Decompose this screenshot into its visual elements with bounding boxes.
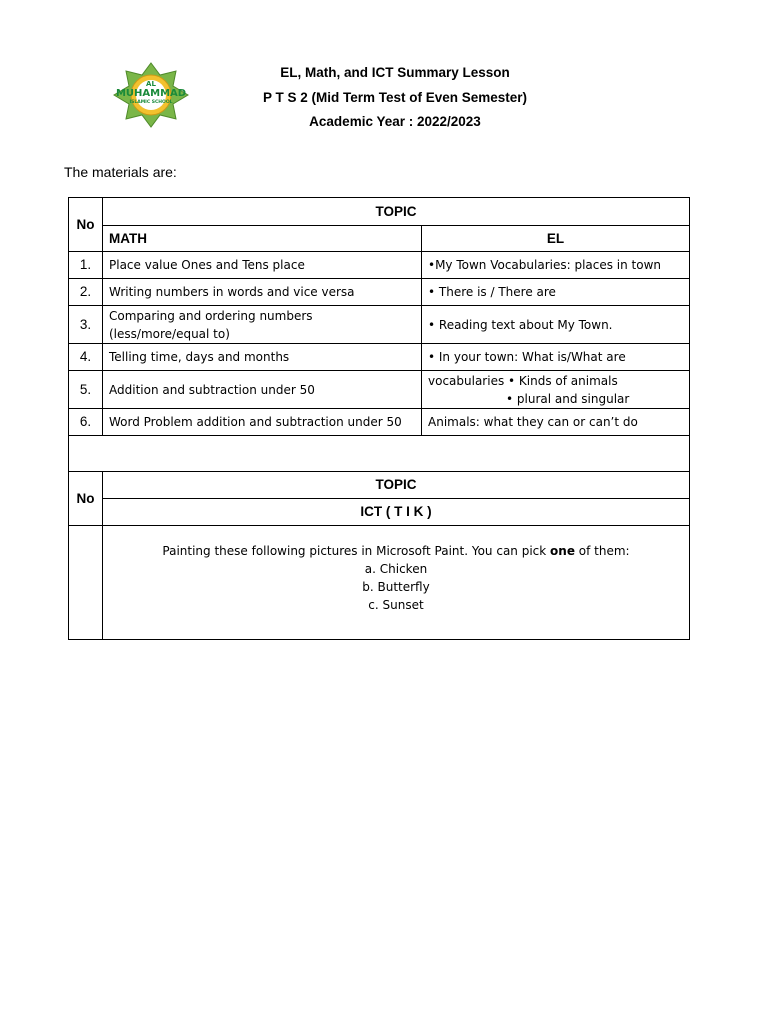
logo-text-main: MUHAMMAD xyxy=(115,88,187,99)
math-topic: Addition and subtraction under 50 xyxy=(103,371,422,409)
math-topic: Telling time, days and months xyxy=(103,344,422,371)
math-topic: Comparing and ordering numbers (less/more/equal to) xyxy=(103,306,422,344)
el-topic: • There is / There are xyxy=(422,279,690,306)
ict-header: ICT ( T I K ) xyxy=(103,499,690,526)
math-topic: Place value Ones and Tens place xyxy=(103,252,422,279)
ict-topics-table xyxy=(68,471,690,640)
math-el-topics-table xyxy=(68,197,690,472)
empty-cell xyxy=(69,436,690,472)
emphasis-one: one xyxy=(550,544,575,558)
option-item: c. Sunset xyxy=(368,598,424,612)
row-number: 2. xyxy=(69,279,103,306)
table-row xyxy=(69,306,690,344)
table-row xyxy=(69,252,690,279)
el-topic-line: vocabularies • Kinds of animals xyxy=(428,373,618,388)
no-header: No xyxy=(69,198,103,252)
el-topic: •My Town Vocabularies: places in town xyxy=(422,252,690,279)
el-topic: • In your town: What is/What are xyxy=(422,344,690,371)
el-topic: Animals: what they can or can’t do xyxy=(422,409,690,436)
math-topic: Writing numbers in words and vice versa xyxy=(103,279,422,306)
row-number xyxy=(69,526,103,640)
topic-header: TOPIC xyxy=(103,472,690,499)
ict-instructions xyxy=(103,526,690,640)
el-topic xyxy=(422,371,690,409)
row-number: 6. xyxy=(69,409,103,436)
no-header: No xyxy=(69,472,103,526)
el-header: EL xyxy=(422,226,690,252)
ict-instruction-text: Painting these following pictures in Microsoft Paint. You can pick one of them: xyxy=(162,544,630,558)
math-header: MATH xyxy=(103,226,422,252)
header-academic-year: Academic Year : 2022/2023 xyxy=(309,114,481,129)
table-row xyxy=(69,279,690,306)
row-number: 1. xyxy=(69,252,103,279)
logo-text-top: AL xyxy=(146,80,156,88)
row-number: 4. xyxy=(69,344,103,371)
option-item: b. Butterfly xyxy=(362,580,430,594)
document-header xyxy=(200,61,590,135)
option-item: a. Chicken xyxy=(364,562,428,576)
math-topic: Word Problem addition and subtraction under 50 xyxy=(103,409,422,436)
intro-text: The materials are: xyxy=(64,164,177,180)
row-number: 5. xyxy=(69,371,103,409)
table-row xyxy=(69,344,690,371)
table-row xyxy=(69,409,690,436)
header-subtitle: P T S 2 (Mid Term Test of Even Semester) xyxy=(262,89,528,105)
empty-spacer-row xyxy=(69,436,690,472)
el-topic: • Reading text about My Town. xyxy=(422,306,690,344)
row-number: 3. xyxy=(69,306,103,344)
el-topic-line: • plural and singular xyxy=(506,391,630,406)
header-title: EL, Math, and ICT Summary Lesson xyxy=(280,65,510,80)
topic-header: TOPIC xyxy=(103,198,690,226)
table-row xyxy=(69,371,690,409)
school-logo xyxy=(110,62,192,128)
logo-text-sub: ISLAMIC SCHOOL xyxy=(129,100,173,105)
